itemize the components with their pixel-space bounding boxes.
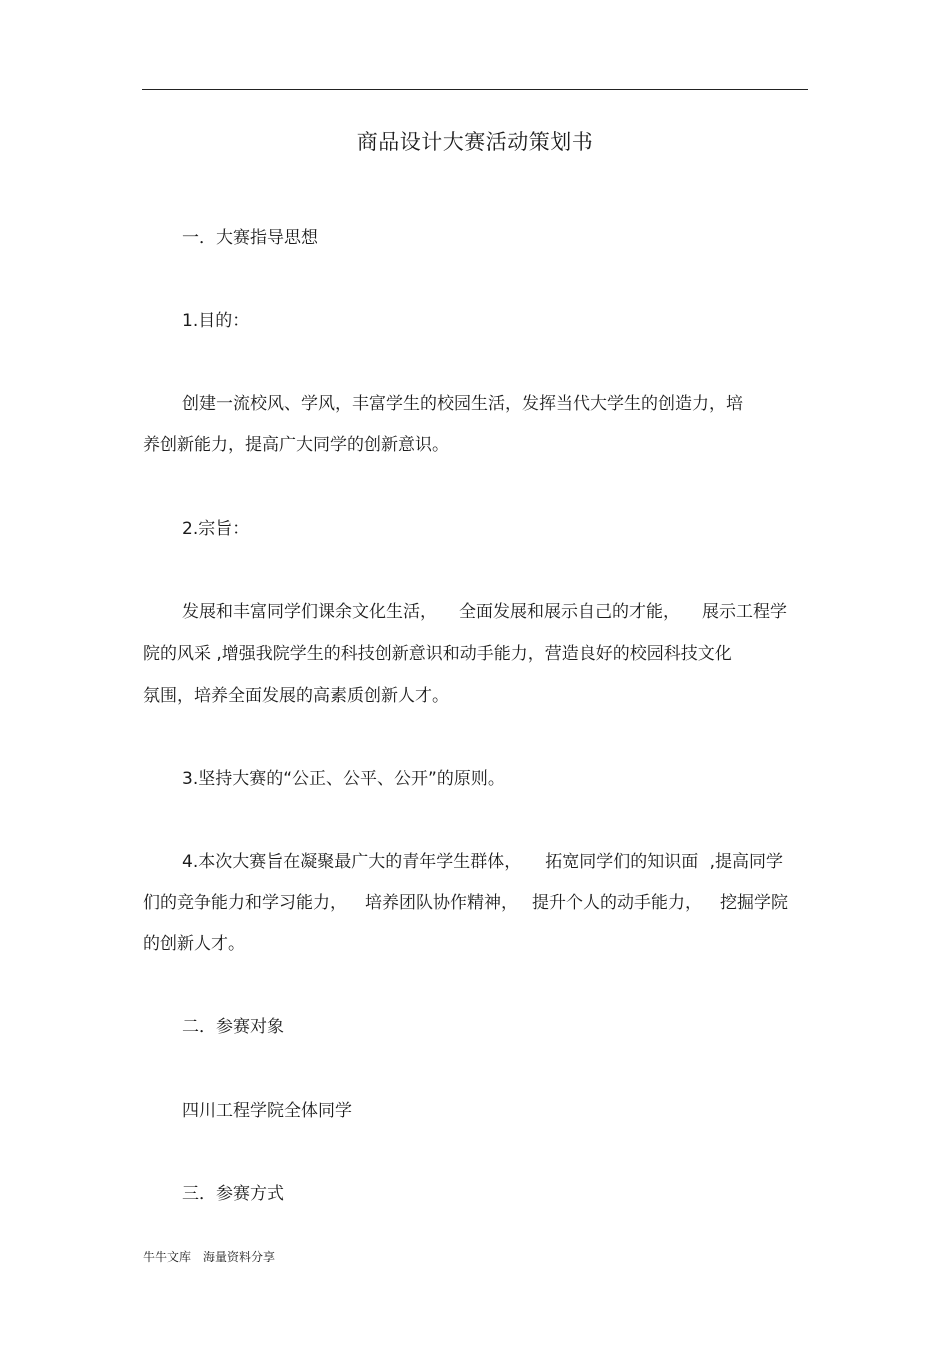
tenet-label: 2.宗旨：: [182, 519, 250, 539]
tenet-line-1-part-2: 全面发展和展示自己的才能，: [459, 602, 680, 622]
header-rule: [142, 89, 808, 90]
aim-line-2-part-2: 培养团队协作精神，: [365, 893, 518, 913]
tenet-paragraph-line-1: [182, 600, 787, 624]
purpose-paragraph-line-2: 养创新能力，提高广大同学的创新意识。: [143, 435, 449, 455]
aim-paragraph-line-2: [143, 891, 788, 915]
tenet-line-1-part-3: 展示工程学: [702, 602, 787, 622]
principle-line: 3.坚持大赛的“公正、公平、公开”的原则。: [182, 769, 505, 789]
page-footer: 牛牛文库 海量资料分享: [143, 1250, 276, 1264]
aim-paragraph-line-3: 的创新人才。: [143, 934, 245, 954]
section-2-body: 四川工程学院全体同学: [182, 1101, 352, 1121]
aim-line-2-part-4: 挖掘学院: [720, 893, 788, 913]
tenet-paragraph-line-3: 氛围，培养全面发展的高素质创新人才。: [143, 686, 449, 706]
aim-line-1-part-2: 拓宽同学们的知识面: [545, 852, 699, 872]
aim-paragraph-line-1: [182, 850, 783, 874]
aim-line-1-part-1: 4.本次大赛旨在凝聚最广大的青年学生群体，: [182, 852, 522, 872]
section-heading-3: 三．参赛方式: [182, 1184, 284, 1204]
aim-line-2-part-3: 提升个人的动手能力，: [532, 893, 702, 913]
purpose-paragraph-line-1: 创建一流校风、学风，丰富学生的校园生活，发挥当代大学生的创造力，培: [182, 394, 743, 414]
tenet-line-1-part-1: 发展和丰富同学们课余文化生活，: [182, 602, 437, 622]
section-heading-2: 二．参赛对象: [182, 1017, 284, 1037]
aim-line-2-part-1: 们的竞争能力和学习能力，: [143, 893, 347, 913]
tenet-paragraph-line-2: 院的风采 ,增强我院学生的科技创新意识和动手能力，营造良好的校园科技文化: [143, 644, 732, 664]
purpose-label: 1.目的：: [182, 311, 250, 331]
aim-line-1-part-3: ,提高同学: [704, 852, 784, 872]
document-title: 商品设计大赛活动策划书: [356, 130, 594, 154]
section-heading-1: 一．大赛指导思想: [182, 228, 318, 248]
